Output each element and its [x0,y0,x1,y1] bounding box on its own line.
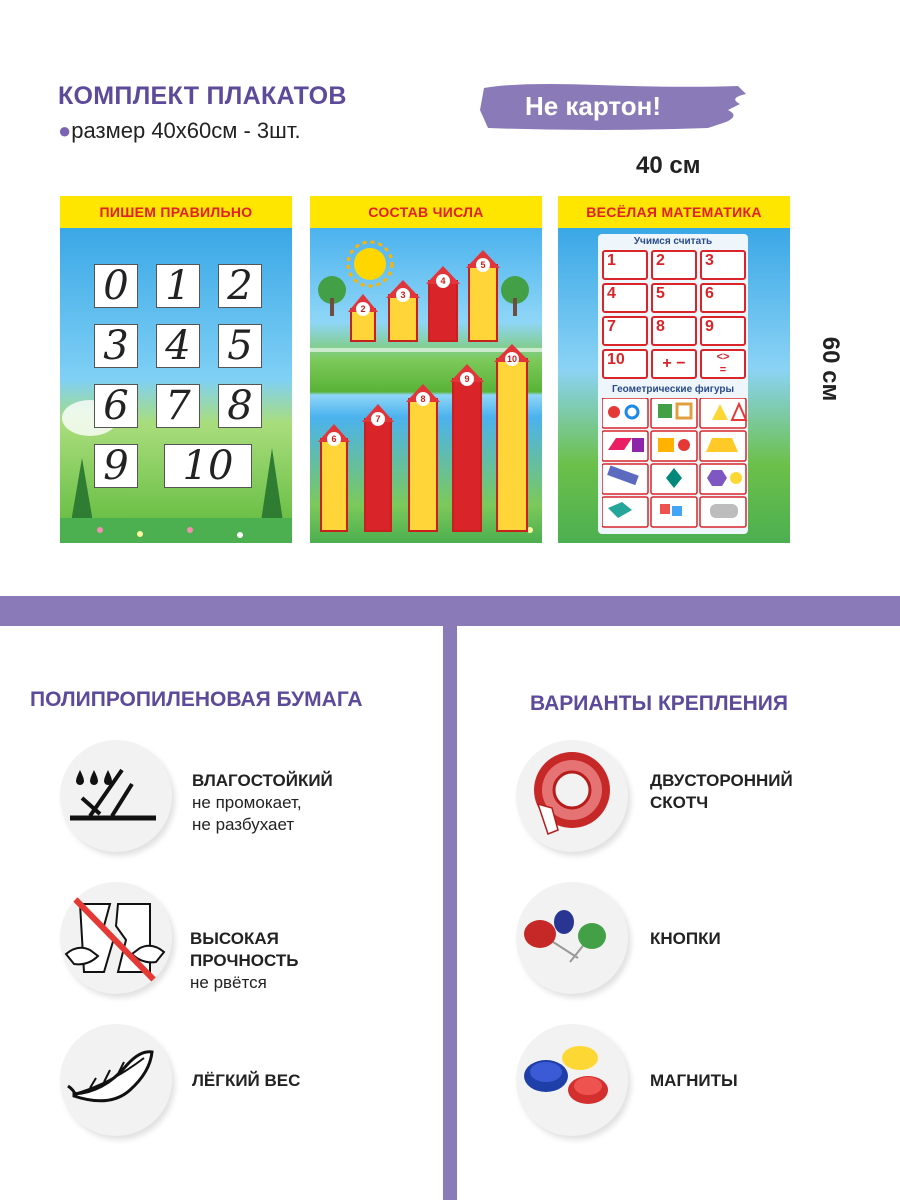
poster-number-composition [310,196,542,543]
feature-title: ПРОЧНОСТЬ [190,951,299,970]
number-house: 9 [452,378,482,532]
digit-card: 10 [164,444,252,488]
feature-title: ДВУСТОРОННИЙ [650,771,793,790]
number-house: 8 [408,398,438,532]
poster-title: ВЕСЁЛАЯ МАТЕМАТИКА [558,196,790,228]
size-info [58,118,301,144]
width-dimension: 40 см [636,152,701,179]
digit-card: 1 [156,264,200,308]
number-house: 7 [364,418,392,532]
number-house: 5 [468,264,498,342]
badge-text: Не картон! [524,91,662,121]
number-house: 2 [350,308,376,342]
poster-title: ПИШЕМ ПРАВИЛЬНО [60,196,292,228]
feature-sub: не разбухает [192,815,295,834]
mounting-section-title: ВАРИАНТЫ КРЕПЛЕНИЯ [530,692,788,715]
feather-icon [60,1024,172,1136]
feature-water [192,770,333,836]
count-card: 9 [700,316,746,346]
count-card: 6 [700,283,746,313]
counting-subtitle: Учимся считать [633,236,713,247]
compare-card: <> = [700,349,746,379]
feature-title: СКОТЧ [650,793,709,812]
not-cardboard-badge [478,80,750,134]
number-house: 10 [496,358,528,532]
bullet: ● [58,118,72,143]
geometric-shapes-grid [602,398,748,528]
poster-body [60,228,292,543]
shapes-subtitle: Геометрические фигуры [611,384,735,395]
feature-magnets [650,1070,738,1092]
poster-body [310,228,542,543]
digit-card: 9 [94,444,138,488]
feature-strength [190,928,298,994]
count-card: 4 [602,283,648,313]
digit-card: 7 [156,384,200,428]
count-card: 1 [602,250,648,280]
number-house: 6 [320,438,348,532]
height-dimension: 60 см [817,336,844,402]
feature-sub: не рвётся [190,973,267,992]
feature-title: КНОПКИ [650,929,721,948]
number-house: 4 [428,280,458,342]
magnets-icon [516,1024,628,1136]
count-card: 10 [602,349,648,379]
tape-icon [516,740,628,852]
water-resistant-icon [60,740,172,852]
feature-pushpins [650,928,721,950]
section-band [0,596,900,626]
tear-resistant-icon [60,882,172,994]
number-house: 3 [388,294,418,342]
feature-title: ВЫСОКАЯ [190,929,279,948]
feature-tape [650,770,793,814]
digit-card: 0 [94,264,138,308]
feature-title: ВЛАГОСТОЙКИЙ [192,771,333,790]
feature-title: ЛЁГКИЙ ВЕС [192,1071,301,1090]
set-title: КОМПЛЕКТ ПЛАКАТОВ [58,82,347,110]
poster-title: СОСТАВ ЧИСЛА [310,196,542,228]
paper-section-title: ПОЛИПРОПИЛЕНОВАЯ БУМАГА [30,688,363,711]
digit-card: 8 [218,384,262,428]
poster-fun-math [558,196,790,543]
poster-writing [60,196,292,543]
digit-card: 4 [156,324,200,368]
count-card: 7 [602,316,648,346]
digit-card: 5 [218,324,262,368]
section-divider [443,626,457,1200]
feature-title: МАГНИТЫ [650,1071,738,1090]
count-card: 3 [700,250,746,280]
count-card: 8 [651,316,697,346]
poster-body [558,228,790,543]
digit-card: 6 [94,384,138,428]
feature-sub: не промокает, [192,793,302,812]
count-card: 2 [651,250,697,280]
digit-card: 2 [218,264,262,308]
count-card: 5 [651,283,697,313]
operator-card: + − [651,349,697,379]
size-text: размер 40х60см - 3шт. [71,118,301,143]
pushpins-icon [516,882,628,994]
feature-light [192,1070,300,1092]
digit-card: 3 [94,324,138,368]
